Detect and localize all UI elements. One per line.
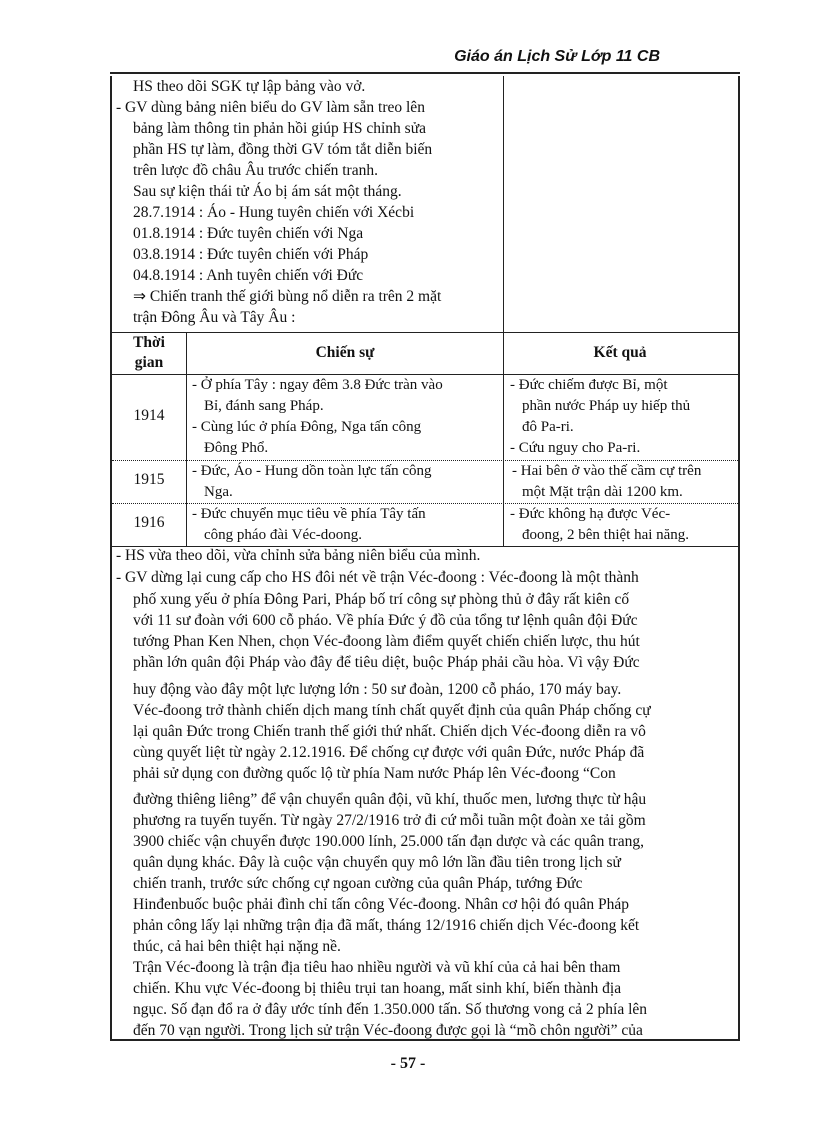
header-result: Kết quả [593,344,647,361]
intro-line: HS theo dõi SGK tự lập bảng vào vở. [133,78,366,95]
body-line: huy động vào đây một lực lượng lớn : 50 sư đoàn, 1200 cỗ pháo, 170 máy bay. [133,681,622,698]
body-line: ngục. Số đạn đổ ra ở đây ước tính đến 1.350.000 tấn. Số thương vong cả 2 phía lên [133,1001,648,1018]
body-line: lại quân Đức trong Chiến tranh thế giới thứ nhất. Chiến dịch Véc-đoong diễn ra vô [133,723,646,740]
top-column-divider [503,76,504,332]
body-line: phố xung yếu ở phía Đông Pari, Pháp bố trí công sự phòng thủ ở đây rất kiên cố [133,591,630,608]
body-line: thúc, cả hai bên thiệt hại nặng nề. [133,938,341,955]
body-line: Hinđenbuốc buộc phải đình chỉ tấn công Véc-đoong. Nhân cơ hội đó quân Pháp [133,896,630,913]
body-line: tướng Phan Ken Nhen, chọn Véc-đoong làm điểm quyết chiến chiến lược, thu hút [133,633,640,650]
row-1916-event-1: - Đức chuyển mục tiêu về phía Tây tấn [192,506,426,522]
body-line: phần lớn quân đội Pháp vào đây để tiêu diệt, buộc Pháp phải cầu hòa. Vì vậy Đức [133,654,640,671]
row-1914-year: 1914 [133,407,165,424]
header-time-line1: Thời [133,334,165,351]
row-1915-result-2: một Mặt trận dài 1200 km. [522,484,683,500]
body-line: phải sử dụng con đường quốc lộ từ phía Nam nước Pháp lên Véc-đoong “Con [133,765,616,782]
row-1914-event-3: - Cùng lúc ở phía Đông, Nga tấn công [192,419,422,435]
row-1914-event-4: Đông Phổ. [204,440,269,456]
intro-line: 04.8.1914 : Anh tuyên chiến với Đức [133,267,364,284]
body-line: phương ra tuyến tuyến. Từ ngày 27/2/1916 trở đi cứ mỗi tuần một đoàn xe tải gồm [133,812,646,829]
row-1915-year: 1915 [133,471,165,488]
table-top-rule [112,332,738,333]
body-line: đường thiêng liêng” để vận chuyển quân đội, vũ khí, thuốc men, lương thực từ hậu [133,791,647,808]
body-line: Trận Véc-đoong là trận địa tiêu hao nhiều người và vũ khí của cả hai bên tham [133,959,621,976]
intro-line: 03.8.1914 : Đức tuyên chiến với Pháp [133,246,369,263]
page-number: - 57 - [390,1055,426,1072]
row-1914-result-3: đô Pa-ri. [522,419,574,435]
row-1916-year: 1916 [133,514,165,531]
row-1915-result-1: - Hai bên ở vào thế cầm cự trên [512,463,702,479]
row-1914-result-2: phần nước Pháp uy hiếp thủ [522,398,691,414]
row-1914-event-2: Bỉ, đánh sang Pháp. [204,398,324,414]
document-header: Giáo án Lịch Sử Lớp 11 CB [454,48,660,65]
body-line: cùng quyết liệt từ ngày 2.12.1916. Để chống cự được với quân Đức, nước Pháp đã [133,744,645,761]
row-1916-result-1: - Đức không hạ được Véc- [510,506,671,522]
intro-line: trên lược đồ châu Âu trước chiến tranh. [133,162,378,179]
body-line: chiến tranh, trước sức chống cự ngoan cường của quân Pháp, tướng Đức [133,875,583,892]
body-line: đến 70 vạn người. Trong lịch sử trận Véc-đoong được gọi là “mồ chôn người” của [133,1022,643,1039]
body-line: phản công lấy lại những trận địa đã mất, tháng 12/1916 chiến dịch Véc-đoong kết [133,917,640,934]
body-line: với 11 sư đoàn với 600 cỗ pháo. Về phía Đức ý đồ của tổng tư lệnh quân đội Đức [133,612,638,629]
intro-line: phần HS tự làm, đồng thời GV tóm tắt diễn biến [133,141,433,158]
row-1914-result-1: - Đức chiếm được Bỉ, một [510,377,668,393]
intro-line: Sau sự kiện thái tử Áo bị ám sát một tháng. [133,183,402,200]
row-1915-event-2: Nga. [204,484,233,500]
header-time-line2: gian [134,354,164,371]
body-line: quân dụng khác. Đây là cuộc vận chuyển quy mô lớn lần đầu tiên trong lịch sử [133,854,621,871]
row-1916-result-2: đoong, 2 bên thiệt hai năng. [522,527,690,543]
body-line: Véc-đoong trở thành chiến dịch mang tính chất quyết định của quân Pháp chống cự [133,702,651,719]
row-1915-event-1: - Đức, Áo - Hung dồn toàn lực tấn công [192,463,432,479]
body-line: - HS vừa theo dõi, vừa chỉnh sửa bảng niên biểu của mình. [116,547,481,564]
intro-line: 28.7.1914 : Áo - Hung tuyên chiến với Xécbi [133,204,415,221]
intro-line: bảng làm thông tin phản hồi giúp HS chỉnh sửa [133,120,426,137]
header-events: Chiến sự [315,344,375,361]
intro-line: - GV dùng bảng niên biểu do GV làm sẵn treo lên [116,99,425,116]
result-column-divider [503,332,504,546]
row-1914-result-4: - Cứu nguy cho Pa-ri. [510,440,641,456]
body-line: chiến. Khu vực Véc-đoong bị thiêu trụi tan hoang, mất sinh khí, biến thành địa [133,980,622,997]
row-1914-event-1: - Ở phía Tây : ngay đêm 3.8 Đức tràn vào [192,377,443,393]
body-line: - GV dừng lại cung cấp cho HS đôi nét về trận Véc-đoong : Véc-đoong là một thành [116,569,639,586]
intro-line: trận Đông Âu và Tây Âu : [133,309,296,326]
intro-line: ⇒ Chiến tranh thế giới bùng nổ diễn ra trên 2 mặt [133,288,442,305]
intro-line: 01.8.1914 : Đức tuyên chiến với Nga [133,225,364,242]
header-rule [110,72,740,74]
body-line: 3900 chiếc vận chuyển được 190.000 lính, 25.000 tấn đạn dược và các quân trang, [133,833,644,850]
row-1916-event-2: công pháo đài Véc-doong. [204,527,363,543]
